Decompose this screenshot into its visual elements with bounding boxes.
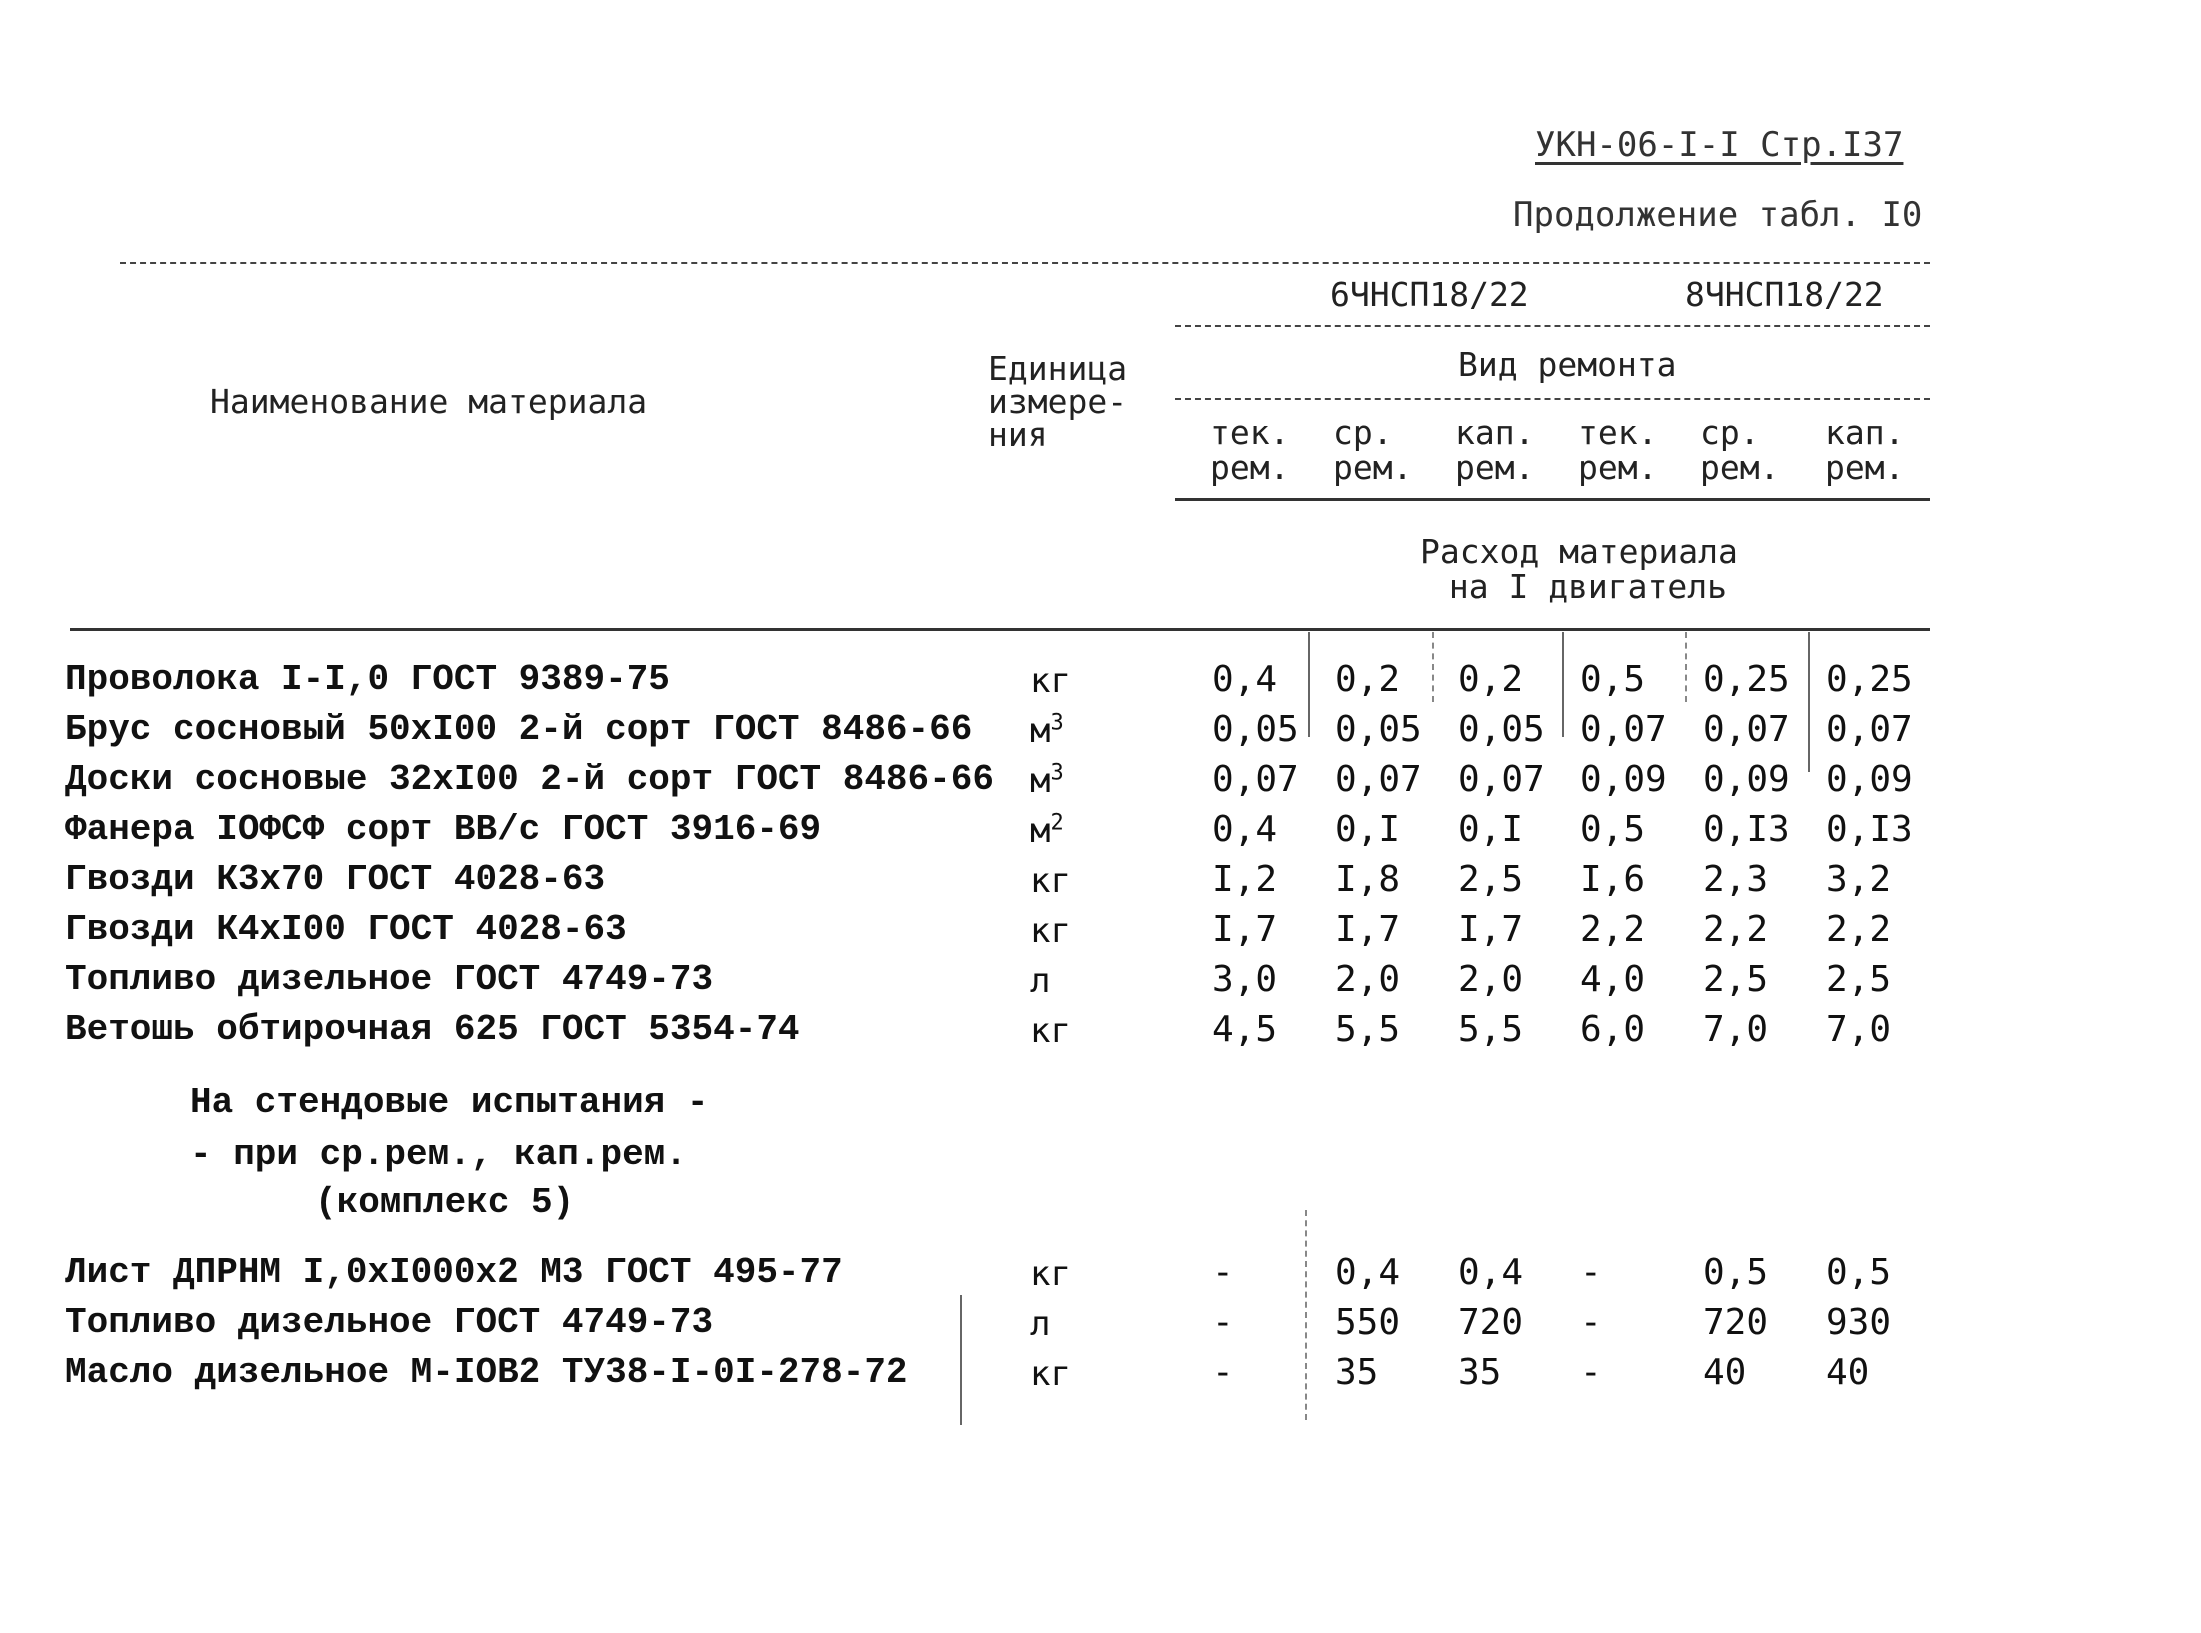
header-unit (988, 349, 1128, 454)
value-cell: 0,I (1335, 809, 1401, 850)
repair-cols-rule (1175, 498, 1930, 501)
unit-value: л (1030, 1304, 1051, 1344)
material-name: Фанера IОФСФ сорт ВВ/с ГОСТ 3916-69 (65, 809, 822, 850)
header-col-3-line1: кап. (1455, 413, 1535, 452)
value-cell: 0,05 (1212, 709, 1299, 750)
col-divider (1562, 632, 1564, 737)
unit-cell (1030, 1011, 1071, 1051)
value-cell: 0,4 (1458, 1252, 1524, 1293)
header-col-3 (1455, 413, 1535, 487)
unit-cell (1030, 961, 1051, 1001)
unit-exponent: 3 (1050, 760, 1064, 786)
value-cell: 0,4 (1212, 809, 1278, 850)
header-material-name: Наименование материала (210, 382, 648, 421)
header-col-3-line2: рем. (1455, 447, 1535, 487)
value-cell: 0,I3 (1826, 809, 1913, 850)
header-col-4-line2: рем. (1578, 447, 1658, 487)
header-consumption (1420, 532, 1738, 606)
value-cell: 0,05 (1458, 709, 1545, 750)
value-cell: 0,05 (1335, 709, 1422, 750)
header-col-2-line1: ср. (1333, 413, 1393, 452)
header-col-6-line2: рем. (1825, 447, 1905, 487)
value-cell: 550 (1335, 1302, 1401, 1343)
value-cell: - (1212, 1302, 1234, 1343)
col-divider (1308, 632, 1310, 737)
value-cell: 0,07 (1458, 759, 1545, 800)
unit-value: кг (1030, 861, 1071, 901)
unit-value: кг (1030, 1354, 1071, 1394)
value-cell: 35 (1335, 1352, 1379, 1393)
value-cell: 3,2 (1826, 859, 1892, 900)
value-cell: - (1212, 1252, 1234, 1293)
engine-rule (1175, 325, 1930, 327)
value-cell: 0,25 (1703, 659, 1790, 700)
unit-exponent: 3 (1050, 710, 1064, 736)
unit-cell (1030, 1254, 1071, 1294)
header-unit-line2: измере- (988, 382, 1128, 421)
value-cell: - (1580, 1352, 1602, 1393)
value-cell: 2,2 (1826, 909, 1892, 950)
material-name: Лист ДПРНМ I,0хI000х2 М3 ГОСТ 495-77 (65, 1252, 843, 1293)
value-cell: 2,5 (1458, 859, 1524, 900)
header-col-1 (1210, 413, 1290, 487)
value-cell: 2,5 (1703, 959, 1769, 1000)
value-cell: 0,09 (1826, 759, 1913, 800)
header-col-5-line1: ср. (1700, 413, 1760, 452)
header-col-2 (1333, 413, 1413, 487)
header-col-6 (1825, 413, 1905, 487)
value-cell: 4,5 (1212, 1009, 1278, 1050)
value-cell: 2,2 (1703, 909, 1769, 950)
value-cell: 40 (1826, 1352, 1870, 1393)
repair-type-rule (1175, 398, 1930, 400)
value-cell: - (1580, 1302, 1602, 1343)
value-cell: 0,4 (1212, 659, 1278, 700)
header-col-2-line2: рем. (1333, 447, 1413, 487)
value-cell: 0,25 (1826, 659, 1913, 700)
unit-value: л (1030, 961, 1051, 1001)
unit-cell (1030, 861, 1071, 901)
value-cell: 0,2 (1458, 659, 1524, 700)
value-cell: I,7 (1335, 909, 1401, 950)
unit-value: м (1030, 811, 1051, 851)
value-cell: 720 (1703, 1302, 1769, 1343)
value-cell: 5,5 (1335, 1009, 1401, 1050)
value-cell: 0,09 (1703, 759, 1790, 800)
value-cell: I,2 (1212, 859, 1278, 900)
col-divider (960, 1295, 962, 1425)
value-cell: 2,0 (1335, 959, 1401, 1000)
value-cell: 7,0 (1703, 1009, 1769, 1050)
unit-value: кг (1030, 911, 1071, 951)
header-consumption-line2: на I двигатель (1448, 566, 1728, 606)
value-cell: I,7 (1458, 909, 1524, 950)
material-name: Топливо дизельное ГОСТ 4749-73 (65, 1302, 714, 1343)
value-cell: 0,07 (1826, 709, 1913, 750)
unit-value: кг (1030, 1254, 1071, 1294)
header-col-4-line1: тек. (1578, 413, 1658, 452)
header-unit-line1: Единица (988, 349, 1128, 388)
unit-cell (1030, 661, 1071, 701)
section-line2: - при ср.рем., кап.рем. (190, 1134, 687, 1175)
table-continuation: Продолжение табл. I0 (1513, 195, 1923, 235)
col-divider (1685, 632, 1687, 702)
header-col-6-line1: кап. (1825, 413, 1905, 452)
value-cell: 6,0 (1580, 1009, 1646, 1050)
header-engine-a: 6ЧНСП18/22 (1330, 275, 1529, 314)
value-cell: 5,5 (1458, 1009, 1524, 1050)
value-cell: 0,09 (1580, 759, 1667, 800)
value-cell: 2,0 (1458, 959, 1524, 1000)
value-cell: I,7 (1212, 909, 1278, 950)
value-cell: 2,2 (1580, 909, 1646, 950)
value-cell: 0,5 (1703, 1252, 1769, 1293)
material-name: Проволока I-I,0 ГОСТ 9389-75 (65, 659, 670, 700)
section-line1: На стендовые испытания - (190, 1082, 709, 1123)
header-consumption-line1: Расход материала (1420, 532, 1738, 571)
value-cell: - (1212, 1352, 1234, 1393)
header-col-5-line2: рем. (1700, 447, 1780, 487)
value-cell: 0,5 (1580, 659, 1646, 700)
unit-value: кг (1030, 661, 1071, 701)
header-engine-b: 8ЧНСП18/22 (1685, 275, 1884, 314)
value-cell: 0,I (1458, 809, 1524, 850)
value-cell: 930 (1826, 1302, 1892, 1343)
material-name: Масло дизельное М-IОВ2 ТУ38-I-0I-278-72 (65, 1352, 908, 1393)
material-name: Брус сосновый 50хI00 2-й сорт ГОСТ 8486-66 (65, 709, 973, 750)
value-cell: 0,07 (1580, 709, 1667, 750)
header-bottom-rule (70, 628, 1930, 631)
value-cell: 4,0 (1580, 959, 1646, 1000)
material-name: Доски сосновые 32хI00 2-й сорт ГОСТ 8486-66 (65, 759, 994, 800)
value-cell: 40 (1703, 1352, 1747, 1393)
value-cell: 0,I3 (1703, 809, 1790, 850)
unit-cell (1030, 810, 1064, 851)
material-name: Гвозди К4хI00 ГОСТ 4028-63 (65, 909, 627, 950)
header-col-1-line2: рем. (1210, 447, 1290, 487)
value-cell: - (1580, 1252, 1602, 1293)
section-line3: (комплекс 5) (315, 1182, 575, 1223)
value-cell: 0,5 (1826, 1252, 1892, 1293)
material-name: Гвозди К3х70 ГОСТ 4028-63 (65, 859, 606, 900)
unit-cell (1030, 911, 1071, 951)
unit-cell (1030, 760, 1064, 801)
value-cell: 35 (1458, 1352, 1502, 1393)
col-divider (1808, 632, 1810, 772)
value-cell: 720 (1458, 1302, 1524, 1343)
value-cell: I,6 (1580, 859, 1646, 900)
header-col-1-line1: тек. (1210, 413, 1290, 452)
value-cell: 0,5 (1580, 809, 1646, 850)
value-cell: 0,07 (1335, 759, 1422, 800)
value-cell: 0,07 (1703, 709, 1790, 750)
unit-cell (1030, 1354, 1071, 1394)
unit-exponent: 2 (1050, 810, 1064, 836)
unit-value: м (1030, 711, 1051, 751)
value-cell: I,8 (1335, 859, 1401, 900)
value-cell: 0,2 (1335, 659, 1401, 700)
header-repair-type: Вид ремонта (1458, 345, 1677, 384)
material-name: Топливо дизельное ГОСТ 4749-73 (65, 959, 714, 1000)
document-reference: УКН-06-I-I Стр.I37 (1535, 125, 1904, 165)
unit-cell (1030, 710, 1064, 751)
material-name: Ветошь обтирочная 625 ГОСТ 5354-74 (65, 1009, 800, 1050)
header-col-5 (1700, 413, 1780, 487)
value-cell: 0,4 (1335, 1252, 1401, 1293)
header-col-4 (1578, 413, 1658, 487)
unit-value: кг (1030, 1011, 1071, 1051)
unit-cell (1030, 1304, 1051, 1344)
unit-value: м (1030, 761, 1051, 801)
col-divider (1305, 1210, 1307, 1420)
value-cell: 2,5 (1826, 959, 1892, 1000)
value-cell: 2,3 (1703, 859, 1769, 900)
header-unit-line3: ния (988, 415, 1048, 454)
value-cell: 7,0 (1826, 1009, 1892, 1050)
value-cell: 3,0 (1212, 959, 1278, 1000)
table-top-rule (120, 262, 1930, 264)
value-cell: 0,07 (1212, 759, 1299, 800)
col-divider (1432, 632, 1434, 702)
